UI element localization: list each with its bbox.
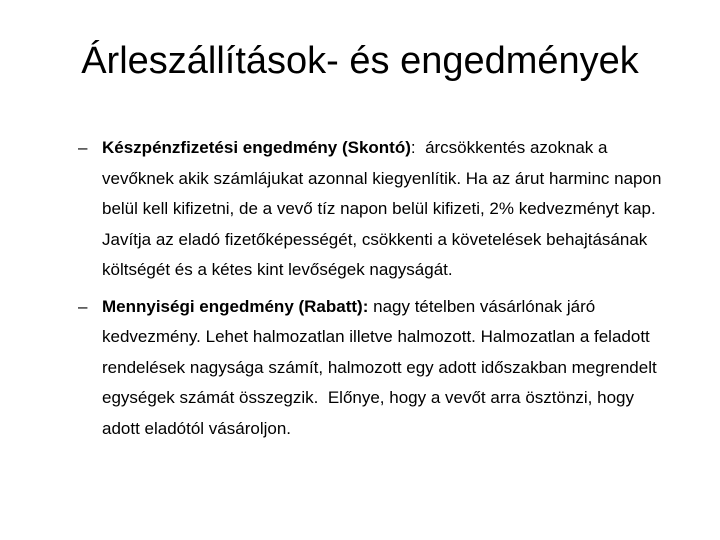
bullet-rabatt: [78, 292, 668, 445]
bullet-separator: :: [410, 138, 416, 157]
bullet-term-rabatt: Mennyiségi engedmény (Rabatt): [102, 296, 363, 316]
bullet-skonto: [78, 133, 668, 286]
slide-title: Árleszállítások- és engedmények: [81, 40, 639, 82]
bullet-separator: :: [362, 296, 369, 316]
bullet-term-skonto: Készpénzfizetési engedmény (Skontó): [102, 138, 411, 157]
bullet-list: [78, 133, 668, 450]
bullet-text-rabatt: nagy tételben vásárlónak járó kedvezmény. Lehet halmozatlan illetve halmozott. Halmozatlan a feladott rendelések nagysága számít, halmozott egy adott időszakban megrendelt egységek számát összegzik. Előnye, hogy a vevőt arra ösztönzi, hogy adott eladótól vásároljon.: [102, 296, 662, 438]
bullet-text-skonto: árcsökkentés azoknak a vevőknek akik számlájukat azonnal kiegyenlítik. Ha az árut harminc napon belül kell kifizetni, de a vevő tíz napon belül kifizeti, 2% kedvezményt kap. Javítja az eladó fizetőképességét, csökkenti a követelések behajtásának költségét és a kétes kint levőségek nagyságát.: [102, 138, 667, 279]
bullet-dash: –: [78, 138, 88, 157]
bullet-dash: –: [78, 296, 88, 316]
